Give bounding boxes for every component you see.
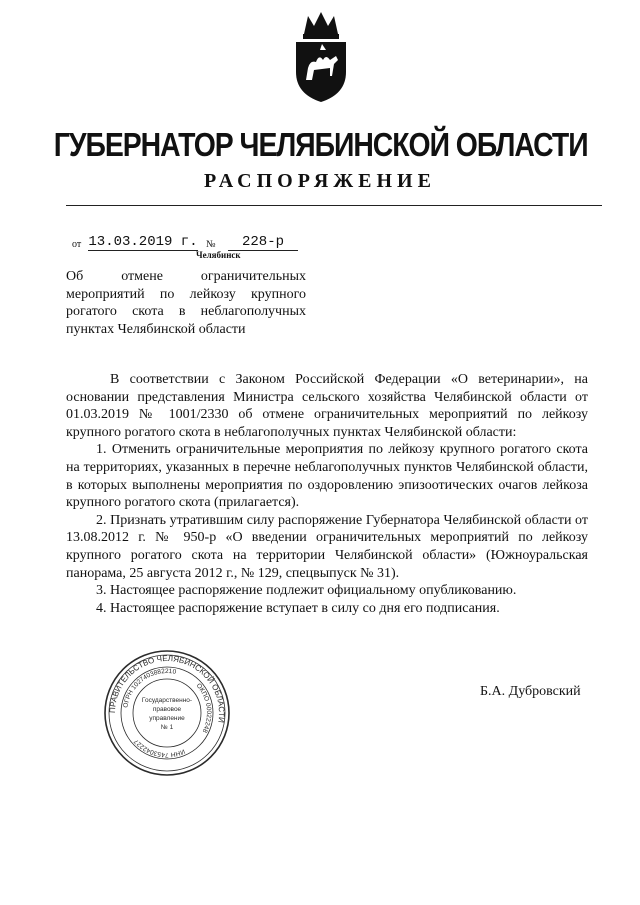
document-subject: Об отмене ограничительных мероприятий по лейкозу крупного рогатого скота в неблагополучных пунктах Челябинской области bbox=[66, 269, 306, 337]
seal-ogrn: ОГРН 1027403882210 bbox=[122, 667, 177, 709]
seal-okpo: ОКПО 00022248 bbox=[194, 682, 213, 734]
svg-text:ИНН 7453042227 bbox=[133, 737, 186, 758]
item-paragraph-3: 3. Настоящее распоряжение подлежит официальному опубликованию. bbox=[96, 583, 517, 599]
document-body bbox=[66, 371, 588, 617]
seal-center-line-1: Государственно- bbox=[141, 697, 193, 704]
item-paragraph-4: 4. Настоящее распоряжение вступает в силу со дня его подписания. bbox=[96, 600, 500, 616]
document-meta bbox=[0, 234, 640, 264]
document-date: 13.03.2019 г. bbox=[88, 234, 198, 250]
seal-outer-text: ПРАВИТЕЛЬСТВО ЧЕЛЯБИНСКОЙ ОБЛАСТИ bbox=[107, 653, 227, 724]
signatory-name: Б.А. Дубровский bbox=[480, 684, 581, 699]
seal-center-line-2: правовое bbox=[152, 706, 182, 713]
document-number: 228-р bbox=[228, 234, 298, 251]
date-prefix: от bbox=[72, 239, 82, 250]
official-seal bbox=[102, 648, 232, 778]
seal-center-line-4: № 1 bbox=[160, 724, 174, 731]
item-paragraph-1: 1. Отменить ограничительные мероприятия по лейкозу крупного рогатого скота на территориях, указанных в перечне неблагополучных пунктов Челябинской области, в которых выполнены мероприятия по оздоровлению эпизоотических очагов лейкоза крупного рогатого скота (прилагается). bbox=[66, 442, 588, 511]
item-paragraph-2: 2. Признать утратившим силу распоряжение Губернатора Челябинской области от 13.08.2012 г. № 950-р «О введении ограничительных мероприятий по лейкозу крупного рогатого скота на территории Челябинской области» (Южноуральская панорама, 25 августа 2012 г., № 129, спецвыпуск № 31). bbox=[66, 512, 588, 581]
number-prefix: № bbox=[206, 239, 216, 250]
coat-of-arms-icon bbox=[292, 10, 350, 104]
document-type: РАСПОРЯЖЕНИЕ bbox=[204, 170, 436, 192]
seal-inn: ИНН 7453042227 bbox=[132, 737, 186, 759]
svg-text:ОКПО 00022248 bbox=[195, 682, 212, 734]
city-label: Челябинск bbox=[196, 250, 241, 260]
seal-center-line-3: управление bbox=[149, 715, 185, 722]
preamble-paragraph: В соответствии с Законом Российской Федерации «О ветеринарии», на основании представления Министра сельского хозяйства Челябинской области от 01.03.2019 № 1001/2330 об отмене ограничительных мероприятий по лейкозу крупного рогатого скота в неблагополучных пунктах Челябинской области: bbox=[66, 372, 588, 440]
header-divider bbox=[66, 205, 602, 206]
page-title: ГУБЕРНАТОР ЧЕЛЯБИНСКОЙ ОБЛАСТИ bbox=[53, 126, 588, 163]
